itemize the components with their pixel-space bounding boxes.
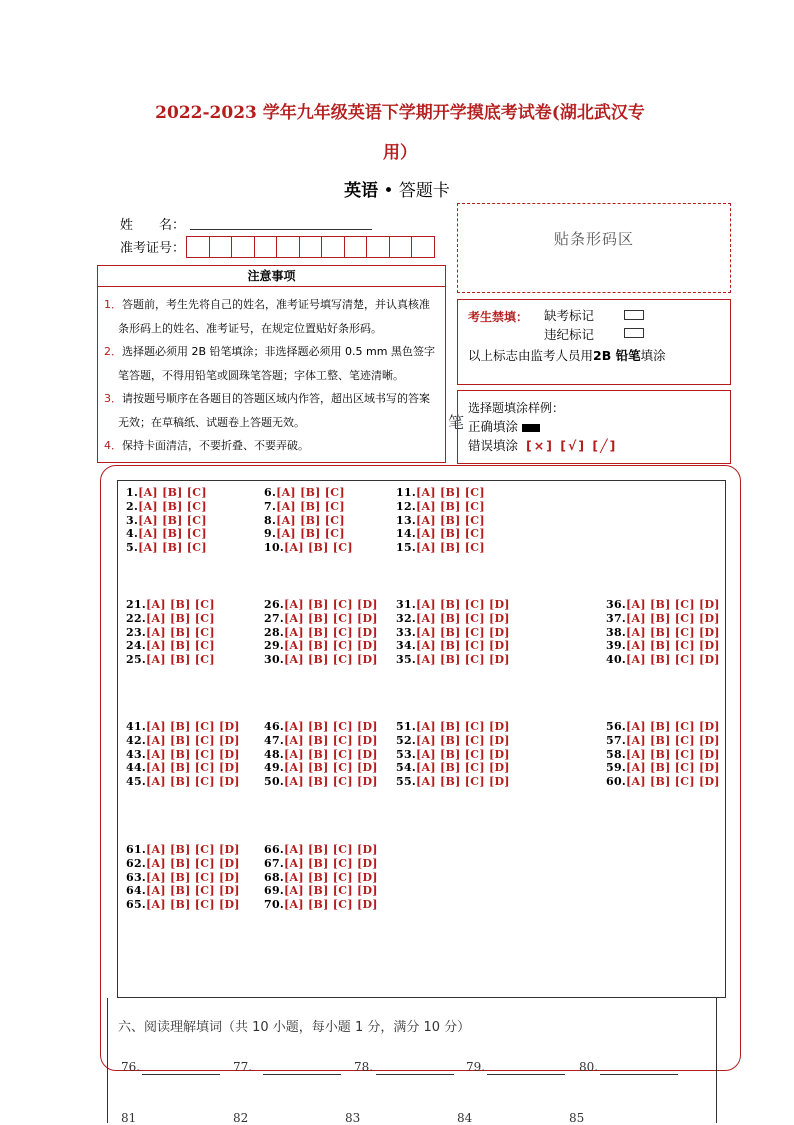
question-row[interactable] [396, 514, 485, 528]
answer-options[interactable]: [A] [B] [C] [D] [284, 625, 378, 639]
question-number: 2. [126, 499, 139, 513]
fill-example-box [457, 390, 731, 464]
forbidden-box [457, 299, 731, 385]
answer-options[interactable]: [A] [B] [C] [138, 513, 207, 527]
answer-options[interactable]: [A] [B] [C] [D] [626, 747, 720, 761]
question-number: 59. [606, 761, 627, 775]
answer-options[interactable]: [A] [B] [C] [D] [416, 747, 510, 761]
question-number: 12. [396, 499, 417, 513]
question-row[interactable] [264, 598, 378, 612]
question-row[interactable] [264, 857, 378, 871]
lower-frame-right [716, 998, 717, 1123]
question-number: 45. [126, 775, 147, 789]
fill-number: 79. [466, 1060, 486, 1074]
question-row[interactable] [264, 761, 378, 775]
question-number: 5. [126, 541, 139, 555]
answer-options[interactable]: [A] [B] [C] [D] [626, 653, 720, 667]
question-number: 37. [606, 611, 627, 625]
question-number: 70. [264, 898, 285, 912]
violation-mark-box[interactable] [624, 328, 644, 338]
question-number: 64. [126, 884, 147, 898]
answer-options[interactable]: [A] [B] [C] [D] [146, 898, 240, 912]
answer-options[interactable]: [A] [B] [C] [D] [284, 653, 378, 667]
answer-options[interactable]: [A] [B] [C] [D] [416, 761, 510, 775]
answer-options[interactable]: [A] [B] [C] [138, 499, 207, 513]
id-boxes[interactable] [186, 236, 434, 258]
fill-number: 77. [233, 1060, 253, 1074]
answer-options[interactable]: [A] [B] [C] [D] [284, 639, 378, 653]
question-number: 15. [396, 541, 417, 555]
answer-options[interactable]: [A] [B] [C] [276, 513, 345, 527]
question-row[interactable] [264, 514, 345, 528]
question-number: 43. [126, 747, 147, 761]
fill-line[interactable] [142, 1074, 220, 1075]
answer-options[interactable]: [A] [B] [C] [416, 513, 485, 527]
question-number: 48. [264, 747, 285, 761]
question-number: 28. [264, 625, 285, 639]
question-row[interactable] [126, 500, 207, 514]
question-row[interactable] [606, 612, 720, 626]
question-row[interactable] [606, 748, 720, 762]
answer-options[interactable]: [A] [B] [C] [D] [284, 856, 378, 870]
title-line1: 2022-2023 学年九年级英语下学期开学摸底考试卷(湖北武汉专 [155, 103, 645, 123]
fill-number: 78. [354, 1060, 374, 1074]
question-number: 33. [396, 625, 417, 639]
answer-options[interactable]: [A] [B] [C] [D] [284, 898, 378, 912]
question-number: 11. [396, 486, 417, 499]
notice-item: 4．保持卡面清洁，不要折叠、不要弄破。 [104, 439, 309, 452]
fill-number: 83 [345, 1111, 361, 1125]
answer-options[interactable]: [A] [B] [C] [D] [626, 611, 720, 625]
question-number: 53. [396, 747, 417, 761]
question-row[interactable] [264, 527, 345, 541]
id-box[interactable] [321, 236, 345, 258]
answer-options[interactable]: [A] [B] [C] [D] [416, 625, 510, 639]
subtitle [0, 176, 794, 201]
question-row[interactable] [396, 775, 510, 789]
question-row[interactable] [396, 541, 485, 555]
question-number: 54. [396, 761, 417, 775]
question-row[interactable] [606, 653, 720, 667]
question-number: 62. [126, 856, 147, 870]
question-number: 9. [264, 527, 277, 541]
question-number: 38. [606, 625, 627, 639]
question-number: 39. [606, 639, 627, 653]
absent-mark-label: 缺考标记 [544, 308, 595, 323]
question-number: 60. [606, 775, 627, 789]
question-number: 66. [264, 843, 285, 856]
violation-mark-label: 违纪标记 [544, 327, 595, 342]
question-row[interactable] [396, 612, 510, 626]
question-row[interactable] [396, 748, 510, 762]
question-number: 35. [396, 653, 417, 667]
answer-options[interactable]: [A] [B] [C] [D] [416, 720, 510, 733]
question-row[interactable] [396, 626, 510, 640]
question-row[interactable] [126, 541, 207, 555]
question-number: 23. [126, 625, 147, 639]
fill-line[interactable] [600, 1074, 678, 1075]
question-row[interactable] [126, 761, 240, 775]
question-row[interactable] [264, 843, 378, 857]
question-row[interactable] [126, 626, 215, 640]
id-box[interactable] [186, 236, 210, 258]
question-number: 55. [396, 775, 417, 789]
answer-options[interactable]: [A] [B] [C] [D] [284, 720, 378, 733]
barcode-area [457, 203, 731, 293]
answer-options[interactable]: [A] [B] [C] [416, 541, 485, 555]
answer-options[interactable]: [A] [B] [C] [146, 625, 215, 639]
answer-options[interactable]: [A] [B] [C] [D] [626, 733, 720, 747]
wrong-fill: 错误填涂 [×] [√] [╱] [468, 438, 618, 453]
answer-options[interactable]: [A] [B] [C] [276, 486, 345, 499]
question-row[interactable] [126, 871, 240, 885]
question-number: 34. [396, 639, 417, 653]
fill-line[interactable] [263, 1074, 341, 1075]
question-number: 68. [264, 870, 285, 884]
question-row[interactable] [264, 720, 378, 734]
question-row[interactable] [264, 734, 378, 748]
section6-title: 六、阅读理解填词（共 10 小题，每小题 1 分，满分 10 分） [118, 1020, 471, 1035]
forbid-note: 以上标志由监考人员用2B 铅笔填涂 [468, 348, 666, 363]
question-number: 1. [126, 486, 139, 499]
question-number: 3. [126, 513, 139, 527]
question-number: 21. [126, 598, 147, 611]
question-row[interactable] [126, 527, 207, 541]
question-row[interactable] [396, 598, 510, 612]
answer-options[interactable]: [A] [B] [C] [416, 486, 485, 499]
question-row[interactable] [264, 541, 353, 555]
question-row[interactable] [126, 720, 240, 734]
question-number: 29. [264, 639, 285, 653]
filled-mark-icon [522, 424, 540, 432]
question-number: 58. [606, 747, 627, 761]
question-number: 4. [126, 527, 139, 541]
ghost-char: 笔 [448, 413, 465, 432]
answer-options[interactable]: [A] [B] [C] [138, 541, 207, 555]
fill-number: 81 [121, 1111, 137, 1125]
answer-options[interactable]: [A] [B] [C] [416, 527, 485, 541]
question-number: 26. [264, 598, 285, 611]
question-number: 14. [396, 527, 417, 541]
answer-options[interactable]: [A] [B] [C] [D] [626, 639, 720, 653]
question-row[interactable] [126, 857, 240, 871]
answer-options[interactable]: [A] [B] [C] [D] [284, 884, 378, 898]
question-row[interactable] [606, 598, 720, 612]
absent-mark-box[interactable] [624, 310, 644, 320]
answer-options[interactable]: [A] [B] [C] [D] [284, 598, 378, 611]
question-number: 47. [264, 733, 285, 747]
question-row[interactable] [264, 653, 378, 667]
question-number: 30. [264, 653, 285, 667]
question-number: 69. [264, 884, 285, 898]
answer-options[interactable]: [A] [B] [C] [D] [146, 775, 240, 789]
id-label: 准考证号： [120, 241, 186, 256]
question-number: 8. [264, 513, 277, 527]
answer-options[interactable]: [A] [B] [C] [D] [146, 761, 240, 775]
question-number: 6. [264, 486, 277, 499]
id-box[interactable] [231, 236, 255, 258]
question-row[interactable] [606, 761, 720, 775]
answer-options[interactable]: [A] [B] [C] [D] [626, 775, 720, 789]
question-row[interactable] [606, 720, 720, 734]
question-number: 36. [606, 598, 627, 611]
answer-options[interactable]: [A] [B] [C] [D] [284, 747, 378, 761]
answer-options[interactable]: [A] [B] [C] [D] [416, 598, 510, 611]
wrong-marks: [×] [√] [╱] [526, 438, 618, 453]
answer-options[interactable]: [A] [B] [C] [D] [626, 720, 720, 733]
question-number: 61. [126, 843, 147, 856]
barcode-label: 贴条形码区 [553, 230, 634, 248]
answer-options[interactable]: [A] [B] [C] [D] [416, 653, 510, 667]
question-number: 65. [126, 898, 147, 912]
card-label: 答题卡 [398, 181, 450, 201]
question-row[interactable] [264, 884, 378, 898]
question-number: 31. [396, 598, 417, 611]
question-number: 27. [264, 611, 285, 625]
question-row[interactable] [126, 843, 240, 857]
question-row[interactable] [606, 775, 720, 789]
forbid-label: 考生禁填： [468, 310, 529, 324]
question-number: 52. [396, 733, 417, 747]
question-number: 49. [264, 761, 285, 775]
lower-frame-left [107, 998, 108, 1123]
id-box[interactable] [209, 236, 233, 258]
question-number: 13. [396, 513, 417, 527]
answer-options[interactable]: [A] [B] [C] [D] [284, 761, 378, 775]
question-number: 51. [396, 720, 417, 733]
fill-line[interactable] [487, 1074, 565, 1075]
answer-options[interactable]: [A] [B] [C] [D] [146, 884, 240, 898]
answer-options[interactable]: [A] [B] [C] [D] [146, 747, 240, 761]
question-row[interactable] [264, 500, 345, 514]
question-row[interactable] [126, 775, 240, 789]
answer-options[interactable]: [A] [B] [C] [D] [146, 733, 240, 747]
answer-options[interactable]: [A] [B] [C] [D] [416, 639, 510, 653]
question-row[interactable] [126, 486, 207, 500]
answer-options[interactable]: [A] [B] [C] [D] [626, 761, 720, 775]
correct-fill: 正确填涂 [468, 417, 540, 435]
fill-number: 84 [457, 1111, 473, 1125]
fill-number: 76. [121, 1060, 141, 1074]
question-row[interactable] [264, 612, 378, 626]
question-row[interactable] [126, 884, 240, 898]
answer-options[interactable]: [A] [B] [C] [D] [416, 611, 510, 625]
question-number: 7. [264, 499, 277, 513]
question-row[interactable] [396, 486, 485, 500]
question-row[interactable] [606, 639, 720, 653]
question-number: 63. [126, 870, 147, 884]
id-box[interactable] [389, 236, 413, 258]
answer-options[interactable]: [A] [B] [C] [D] [626, 625, 720, 639]
answer-options[interactable]: [A] [B] [C] [D] [284, 843, 378, 856]
example-title: 选择题填涂样例： [468, 401, 565, 415]
question-row[interactable] [396, 639, 510, 653]
question-row[interactable] [264, 486, 345, 500]
question-row[interactable] [126, 653, 215, 667]
question-number: 42. [126, 733, 147, 747]
notice-body [97, 287, 446, 463]
answer-options[interactable]: [A] [B] [C] [D] [146, 856, 240, 870]
answer-options[interactable]: [A] [B] [C] [D] [284, 733, 378, 747]
fill-number: 82 [233, 1111, 249, 1125]
question-number: 41. [126, 720, 147, 733]
answer-options[interactable]: [A] [B] [C] [146, 611, 215, 625]
id-box[interactable] [276, 236, 300, 258]
question-row[interactable] [126, 639, 215, 653]
notice-heading: 注意事项 [97, 265, 446, 287]
answer-options[interactable]: [A] [B] [C] [D] [146, 843, 240, 856]
answer-options[interactable]: [A] [B] [C] [D] [146, 870, 240, 884]
question-number: 10. [264, 541, 285, 555]
question-row[interactable] [264, 775, 378, 789]
question-row[interactable] [264, 626, 378, 640]
notice-item: 1．答题前，考生先将自己的姓名，准考证号填写清楚，并认真核准条形码上的姓名、准考证号，在规定位置贴好条形码。 [104, 298, 430, 335]
question-row[interactable] [126, 612, 215, 626]
question-row[interactable] [126, 734, 240, 748]
fill-number: 85 [569, 1111, 585, 1125]
question-row[interactable] [126, 898, 240, 912]
question-row[interactable] [606, 626, 720, 640]
question-row[interactable] [264, 748, 378, 762]
answer-options[interactable]: [A] [B] [C] [D] [416, 775, 510, 789]
question-row[interactable] [264, 898, 378, 912]
subject-label: 英语 [344, 181, 379, 201]
answer-options[interactable]: [A] [B] [C] [284, 541, 353, 555]
answer-options[interactable]: [A] [B] [C] [416, 499, 485, 513]
question-row[interactable] [396, 734, 510, 748]
question-number: 40. [606, 653, 627, 667]
answer-options[interactable]: [A] [B] [C] [146, 653, 215, 667]
question-number: 46. [264, 720, 285, 733]
id-box[interactable] [366, 236, 390, 258]
answer-options[interactable]: [A] [B] [C] [D] [626, 598, 720, 611]
question-number: 32. [396, 611, 417, 625]
id-box[interactable] [299, 236, 323, 258]
question-row[interactable] [396, 761, 510, 775]
answer-options[interactable]: [A] [B] [C] [D] [146, 720, 240, 733]
answer-options[interactable]: [A] [B] [C] [D] [284, 611, 378, 625]
fill-number: 80. [579, 1060, 599, 1074]
question-number: 44. [126, 761, 147, 775]
answer-options[interactable]: [A] [B] [C] [138, 486, 207, 499]
question-number: 56. [606, 720, 627, 733]
answer-options[interactable]: [A] [B] [C] [146, 598, 215, 611]
fill-line[interactable] [376, 1074, 454, 1075]
id-box[interactable] [411, 236, 435, 258]
question-row[interactable] [126, 598, 215, 612]
answer-options[interactable]: [A] [B] [C] [276, 527, 345, 541]
subtitle-dot: • [383, 181, 394, 201]
answer-options[interactable]: [A] [B] [C] [146, 639, 215, 653]
question-row[interactable] [126, 748, 240, 762]
name-label: 姓 名： [120, 218, 186, 233]
question-row[interactable] [264, 639, 378, 653]
question-number: 57. [606, 733, 627, 747]
question-number: 50. [264, 775, 285, 789]
question-row[interactable] [396, 527, 485, 541]
question-row[interactable] [606, 734, 720, 748]
answer-options[interactable]: [A] [B] [C] [D] [284, 775, 378, 789]
answer-options[interactable]: [A] [B] [C] [138, 527, 207, 541]
question-number: 22. [126, 611, 147, 625]
notice-item: 2．选择题必须用 2B 铅笔填涂；非选择题必须用 0.5 mm 黑色签字笔答题，不得用铅笔或圆珠笔答题；字体工整、笔迹清晰。 [104, 345, 435, 382]
question-number: 25. [126, 653, 147, 667]
question-row[interactable] [396, 720, 510, 734]
question-row[interactable] [396, 500, 485, 514]
question-row[interactable] [396, 653, 510, 667]
id-box[interactable] [344, 236, 368, 258]
question-row[interactable] [126, 514, 207, 528]
question-row[interactable] [264, 871, 378, 885]
answer-options[interactable]: [A] [B] [C] [276, 499, 345, 513]
name-input-line[interactable] [190, 229, 372, 230]
answer-options[interactable]: [A] [B] [C] [D] [284, 870, 378, 884]
answer-options[interactable]: [A] [B] [C] [D] [416, 733, 510, 747]
question-number: 67. [264, 856, 285, 870]
notice-item: 3．请按题号顺序在各题目的答题区域内作答，超出区域书写的答案无效；在草稿纸、试题卷上答题无效。 [104, 392, 430, 429]
id-box[interactable] [254, 236, 278, 258]
question-number: 24. [126, 639, 147, 653]
title-line2: 用） [383, 143, 417, 163]
